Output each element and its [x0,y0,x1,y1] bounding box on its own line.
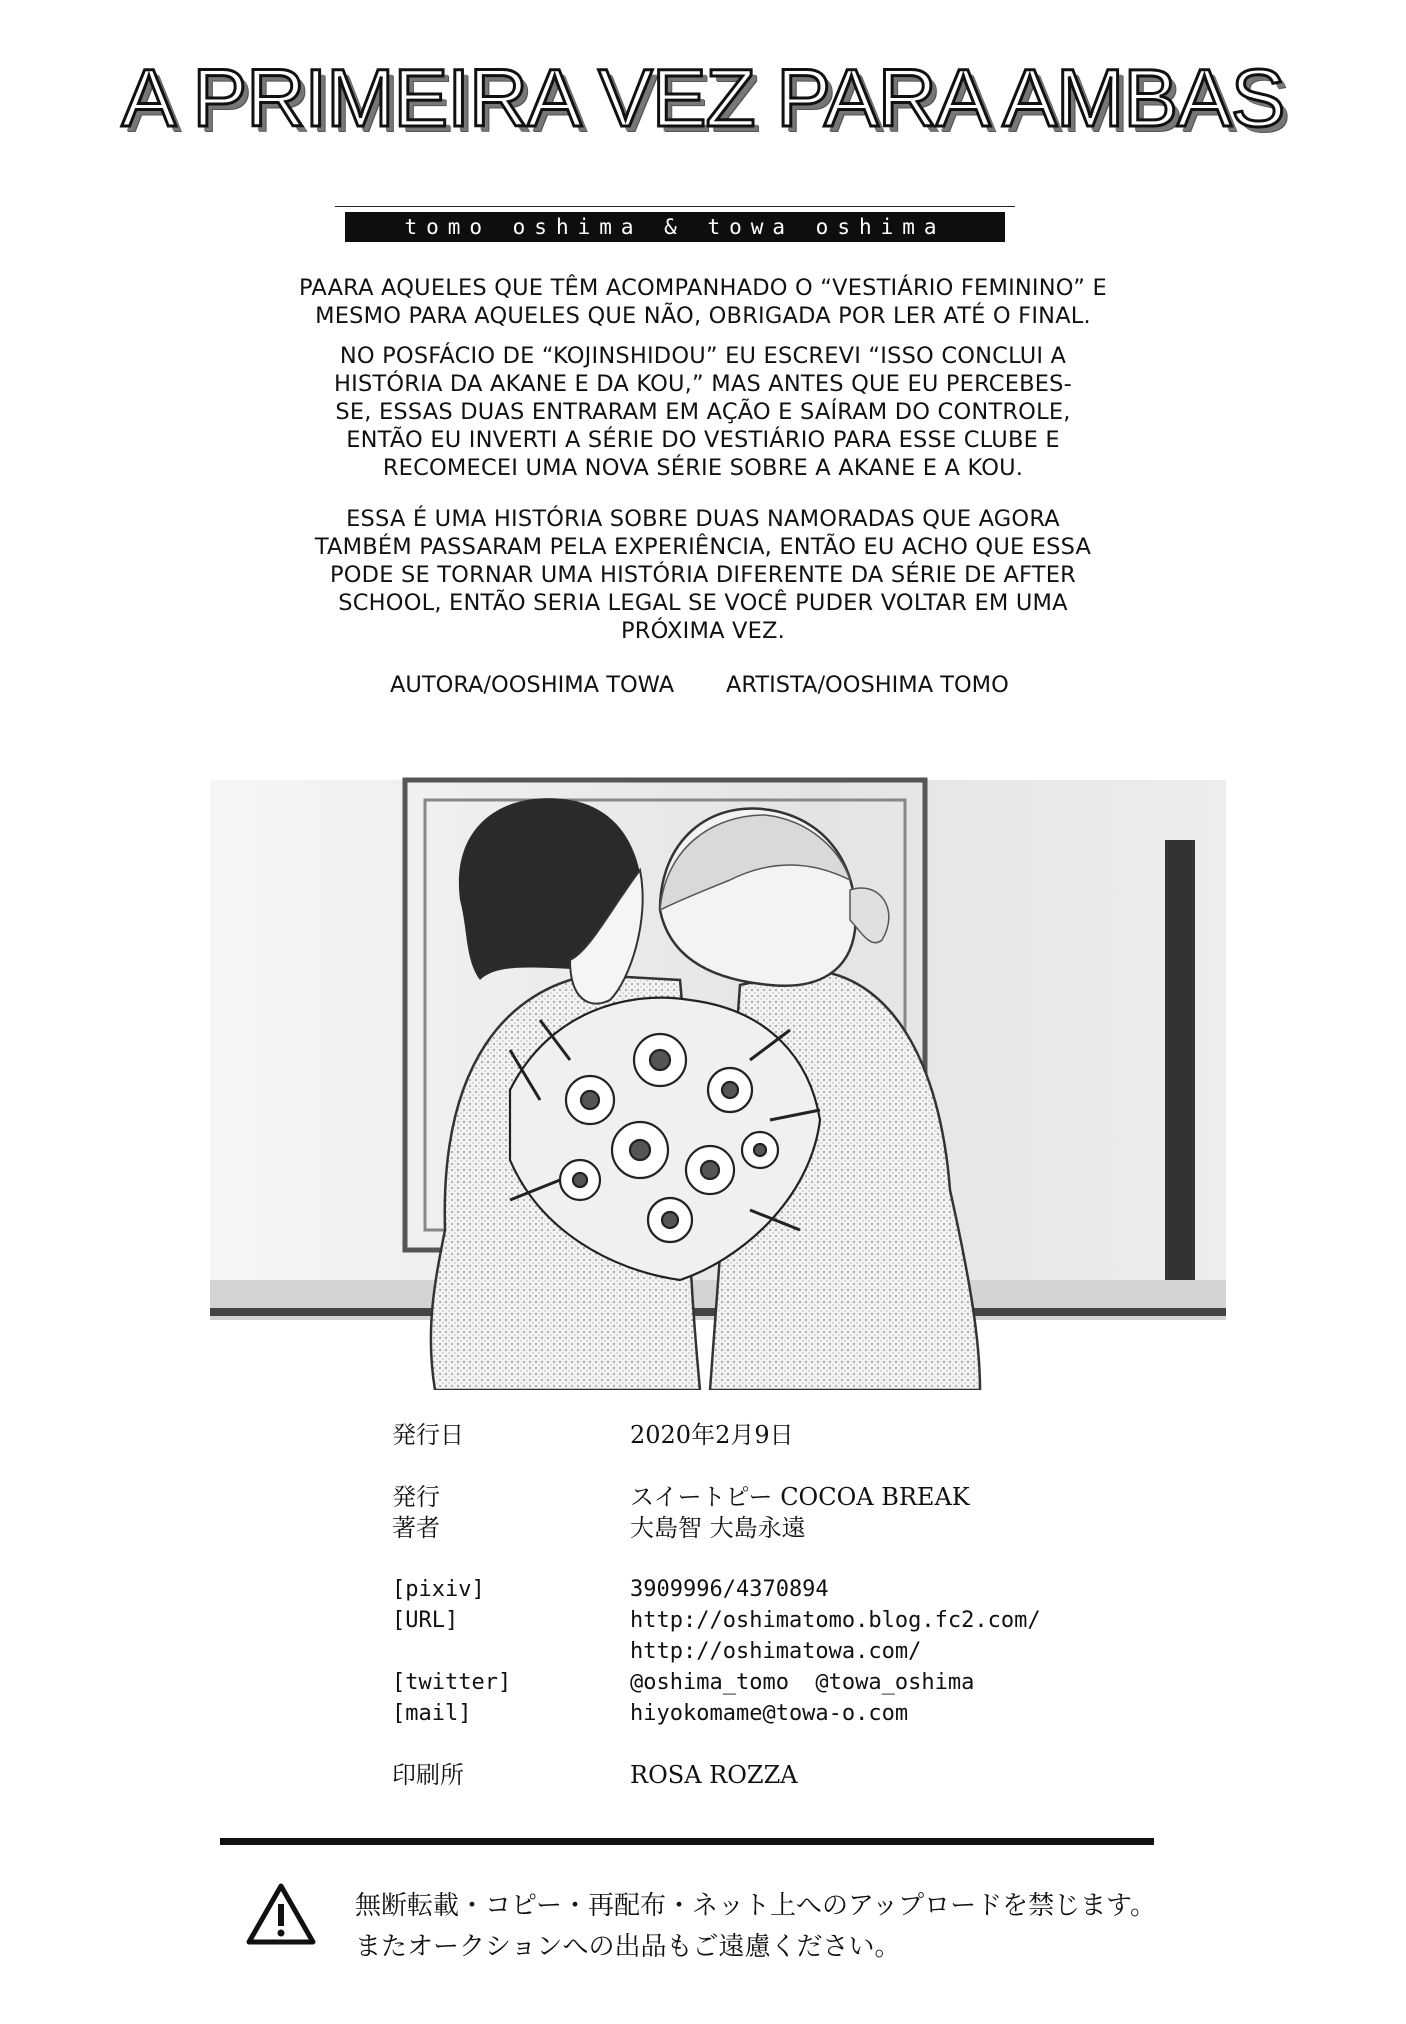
twitter-label: [twitter] [392,1670,512,1695]
authors-label: 著者 [392,1514,440,1542]
divider-rule [220,1838,1154,1845]
warning-line-1: 無断転載・コピー・再配布・ネット上へのアップロードを禁じます。 [355,1891,1157,1921]
authors-value: 大島智 大島永遠 [630,1514,806,1542]
credit-bar: tomo oshima & towa oshima [345,212,1005,242]
url-value-1[interactable]: http://oshimatomo.blog.fc2.com/ [630,1608,1041,1633]
afterword-paragraph-3: ESSA É UMA HISTÓRIA SOBRE DUAS NAMORADAS QUE AGORA TAMBÉM PASSARAM PELA EXPERIÊNCIA, ENTÃO EU ACHO QUE ESSA PODE SE TORNAR UMA HISTÓRIA DIFERENTE DA SÉRIE DE AFTER SCHOOL, ENTÃO SERIA LEGAL SE VOCÊ PUDER VOLTAR EM UMA PRÓXIMA VEZ. [314,506,1092,644]
url-value-2[interactable]: http://oshimatowa.com/ [630,1639,922,1664]
url-label: [URL] [392,1608,459,1633]
afterword-paragraph-1: PAARA AQUELES QUE TÊM ACOMPANHADO O “VESTIÁRIO FEMININO” E MESMO PARA AQUELES QUE NÃO, OBRIGADA POR LER ATÉ O FINAL. [299,275,1107,329]
printer-label: 印刷所 [392,1761,464,1789]
twitter-value[interactable]: @oshima_tomo @towa_oshima [630,1670,975,1695]
publisher-label: 発行 [392,1483,440,1511]
afterword-paragraph-2: NO POSFÁCIO DE “KOJINSHIDOU” EU ESCREVI “ISSO CONCLUI A HISTÓRIA DA AKANE E DA KOU,” MAS ANTES QUE EU PERCEBES- SE, ESSAS DUAS ENTRARAM EM AÇÃO E SAÍRAM DO CONTROLE, ENTÃO EU INVERTI A SÉRIE DO VESTIÁRIO PARA ESSE CLUBE E RECOMECEI UMA NOVA SÉRIE SOBRE A AKANE E A KOU. [334,343,1072,481]
mail-label: [mail] [392,1701,472,1726]
artist-credit: ARTISTA/OOSHIMA TOMO [726,672,1009,698]
publisher-value: スイートピー COCOA BREAK [630,1483,970,1511]
page-title: A PRIMEIRA VEZ PARA AMBAS [121,53,1285,144]
pixiv-value: 3909996/4370894 [630,1577,829,1602]
warning-icon [245,1882,317,1946]
mail-value[interactable]: hiyokomame@towa-o.com [630,1701,909,1726]
illustration [210,760,1226,1390]
pixiv-label: [pixiv] [392,1577,485,1602]
date-value: 2020年2月9日 [630,1421,794,1449]
printer-value: ROSA ROZZA [630,1761,798,1789]
side-door [1165,840,1195,1280]
warning-line-2: またオークションへの出品もご遠慮ください。 [355,1932,901,1962]
author-credit: AUTORA/OOSHIMA TOWA [390,672,675,698]
date-label: 発行日 [392,1421,464,1449]
